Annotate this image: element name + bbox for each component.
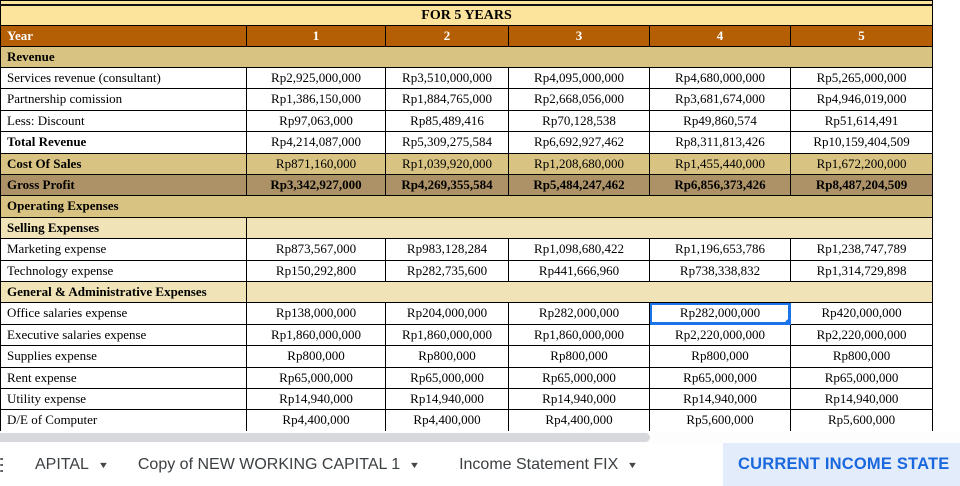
row-label-cell[interactable]: Supplies expense — [1, 346, 247, 367]
selected-cell[interactable]: Rp282,000,000 — [650, 303, 791, 324]
value-cell[interactable]: Rp871,160,000 — [247, 153, 386, 174]
value-cell[interactable]: Rp1,196,653,786 — [650, 239, 791, 260]
value-cell[interactable]: Rp6,692,927,462 — [509, 132, 650, 153]
value-cell[interactable]: Rp4,214,087,000 — [247, 132, 386, 153]
sheet-tab[interactable] — [459, 456, 637, 474]
value-cell[interactable]: Rp85,489,416 — [386, 110, 509, 131]
fill-handle[interactable] — [785, 319, 791, 325]
table-row — [1, 260, 933, 281]
value-cell[interactable]: Rp4,946,019,000 — [791, 89, 933, 110]
value-cell[interactable]: Rp65,000,000 — [386, 367, 509, 388]
sheet-tab-active[interactable]: CURRENT INCOME STATE — [723, 443, 960, 486]
all-sheets-menu-icon[interactable] — [0, 458, 3, 472]
value-cell[interactable]: Rp983,128,284 — [386, 239, 509, 260]
value-cell[interactable]: Rp65,000,000 — [509, 367, 650, 388]
section-header-cell[interactable]: Selling Expenses — [1, 217, 247, 238]
value-cell[interactable]: Rp4,400,000 — [247, 410, 386, 431]
value-cell[interactable]: Rp65,000,000 — [791, 367, 933, 388]
table-row — [1, 89, 933, 110]
value-cell[interactable]: Rp97,063,000 — [247, 110, 386, 131]
value-cell[interactable]: Rp4,680,000,000 — [650, 67, 791, 88]
value-cell[interactable]: Rp873,567,000 — [247, 239, 386, 260]
value-cell[interactable]: Rp138,000,000 — [247, 303, 386, 324]
value-cell[interactable]: Rp1,884,765,000 — [386, 89, 509, 110]
value-cell[interactable]: Rp3,681,674,000 — [650, 89, 791, 110]
value-cell[interactable]: Rp1,860,000,000 — [386, 324, 509, 345]
value-cell[interactable]: Rp1,314,729,898 — [791, 260, 933, 281]
value-cell[interactable]: Rp10,159,404,509 — [791, 132, 933, 153]
value-cell[interactable]: Rp4,095,000,000 — [509, 67, 650, 88]
table-row — [1, 153, 933, 174]
year-number-cell[interactable]: 5 — [791, 26, 933, 47]
row-label-cell[interactable]: Gross Profit — [1, 174, 247, 195]
row-label-cell[interactable]: Marketing expense — [1, 239, 247, 260]
table-row — [1, 367, 933, 388]
value-cell[interactable]: Rp1,860,000,000 — [509, 324, 650, 345]
value-cell[interactable]: Rp420,000,000 — [791, 303, 933, 324]
row-label-cell[interactable]: Total Revenue — [1, 132, 247, 153]
empty-cell[interactable] — [247, 281, 933, 302]
value-cell[interactable]: Rp2,220,000,000 — [650, 324, 791, 345]
sheet-tab[interactable] — [138, 456, 419, 474]
value-cell[interactable]: Rp4,269,355,584 — [386, 174, 509, 195]
year-number-cell[interactable]: 4 — [650, 26, 791, 47]
row-label-cell[interactable]: D/E of Computer — [1, 410, 247, 431]
value-cell[interactable]: Rp2,925,000,000 — [247, 67, 386, 88]
value-cell[interactable]: Rp1,208,680,000 — [509, 153, 650, 174]
year-number-cell[interactable]: 2 — [386, 26, 509, 47]
value-cell[interactable]: Rp282,735,600 — [386, 260, 509, 281]
value-cell[interactable]: Rp2,668,056,000 — [509, 89, 650, 110]
table-row — [1, 174, 933, 195]
value-cell[interactable]: Rp70,128,538 — [509, 110, 650, 131]
section-header-cell[interactable]: General & Administrative Expenses — [1, 281, 247, 302]
value-cell[interactable]: Rp8,487,204,509 — [791, 174, 933, 195]
value-cell[interactable]: Rp800,000 — [386, 346, 509, 367]
value-cell[interactable]: Rp14,940,000 — [386, 389, 509, 410]
sheet-tab-label: APITAL — [35, 455, 89, 473]
table-row — [1, 67, 933, 88]
value-cell[interactable]: Rp5,265,000,000 — [791, 67, 933, 88]
sheet-tab-label: Income Statement FIX — [459, 455, 619, 473]
value-cell[interactable]: Rp4,400,000 — [386, 410, 509, 431]
table-title-cell[interactable]: FOR 5 YEARS — [1, 5, 933, 26]
value-cell[interactable]: Rp8,311,813,426 — [650, 132, 791, 153]
value-cell[interactable]: Rp65,000,000 — [247, 367, 386, 388]
value-cell[interactable]: Rp4,400,000 — [509, 410, 650, 431]
table-row — [1, 346, 933, 367]
tab-dropdown-arrow-icon[interactable]: ▼ — [409, 459, 421, 470]
row-label-cell[interactable]: Services revenue (consultant) — [1, 67, 247, 88]
value-cell[interactable]: Rp282,000,000 — [509, 303, 650, 324]
row-label-cell[interactable]: Cost Of Sales — [1, 153, 247, 174]
value-cell[interactable]: Rp14,940,000 — [791, 389, 933, 410]
table-row — [1, 26, 933, 47]
year-number-cell[interactable]: 1 — [247, 26, 386, 47]
sheet-tab-label: Copy of NEW WORKING CAPITAL 1 — [137, 455, 401, 473]
table-row — [1, 217, 933, 238]
table-row — [1, 196, 933, 217]
table-row — [1, 303, 933, 324]
value-cell[interactable]: Rp2,220,000,000 — [791, 324, 933, 345]
sheet-tab-bar — [0, 443, 960, 486]
value-cell[interactable]: Rp5,309,275,584 — [386, 132, 509, 153]
value-cell[interactable]: Rp1,455,440,000 — [650, 153, 791, 174]
value-cell[interactable]: Rp441,666,960 — [509, 260, 650, 281]
value-cell[interactable]: Rp14,940,000 — [247, 389, 386, 410]
value-cell[interactable]: Rp1,386,150,000 — [247, 89, 386, 110]
value-cell[interactable]: Rp3,342,927,000 — [247, 174, 386, 195]
table-row — [1, 132, 933, 153]
value-cell[interactable]: Rp1,098,680,422 — [509, 239, 650, 260]
table-row — [1, 110, 933, 131]
table-row — [1, 324, 933, 345]
value-cell[interactable]: Rp14,940,000 — [650, 389, 791, 410]
value-cell[interactable]: Rp1,860,000,000 — [247, 324, 386, 345]
table-row — [1, 5, 933, 26]
value-cell[interactable]: Rp5,600,000 — [650, 410, 791, 431]
section-header-cell[interactable]: Revenue — [1, 46, 933, 67]
value-cell[interactable]: Rp150,292,800 — [247, 260, 386, 281]
table-row — [1, 389, 933, 410]
table-row — [1, 239, 933, 260]
value-cell[interactable]: Rp51,614,491 — [791, 110, 933, 131]
value-cell[interactable]: Rp1,672,200,000 — [791, 153, 933, 174]
table-row — [1, 410, 933, 431]
tab-dropdown-arrow-icon[interactable]: ▼ — [627, 459, 639, 470]
value-cell[interactable]: Rp204,000,000 — [386, 303, 509, 324]
horizontal-scrollbar-track[interactable] — [0, 432, 960, 443]
value-cell[interactable]: Rp800,000 — [650, 346, 791, 367]
value-cell[interactable]: Rp5,484,247,462 — [509, 174, 650, 195]
horizontal-scrollbar-thumb[interactable] — [0, 433, 650, 442]
year-number-cell[interactable]: 3 — [509, 26, 650, 47]
value-cell[interactable]: Rp800,000 — [509, 346, 650, 367]
table-row — [1, 46, 933, 67]
row-label-cell[interactable]: Technology expense — [1, 260, 247, 281]
year-header-cell[interactable]: Year — [1, 26, 247, 47]
sheet-tab[interactable] — [35, 456, 108, 474]
value-cell[interactable]: Rp14,940,000 — [509, 389, 650, 410]
value-cell[interactable]: Rp738,338,832 — [650, 260, 791, 281]
row-label-cell[interactable]: Executive salaries expense — [1, 324, 247, 345]
value-cell[interactable]: Rp800,000 — [791, 346, 933, 367]
value-cell[interactable]: Rp65,000,000 — [650, 367, 791, 388]
row-label-cell[interactable]: Partnership comission — [1, 89, 247, 110]
empty-cell[interactable] — [247, 217, 933, 238]
row-label-cell[interactable]: Less: Discount — [1, 110, 247, 131]
table-row — [1, 281, 933, 302]
section-header-cell[interactable]: Operating Expenses — [1, 196, 933, 217]
value-cell[interactable]: Rp49,860,574 — [650, 110, 791, 131]
value-cell[interactable]: Rp800,000 — [247, 346, 386, 367]
value-cell[interactable]: Rp1,039,920,000 — [386, 153, 509, 174]
row-label-cell[interactable]: Utility expense — [1, 389, 247, 410]
row-label-cell[interactable]: Office salaries expense — [1, 303, 247, 324]
row-label-cell[interactable]: Rent expense — [1, 367, 247, 388]
tab-dropdown-arrow-icon[interactable]: ▼ — [97, 459, 109, 470]
value-cell[interactable]: Rp3,510,000,000 — [386, 67, 509, 88]
value-cell[interactable]: Rp6,856,373,426 — [650, 174, 791, 195]
value-cell[interactable]: Rp1,238,747,789 — [791, 239, 933, 260]
value-cell[interactable]: Rp5,600,000 — [791, 410, 933, 431]
